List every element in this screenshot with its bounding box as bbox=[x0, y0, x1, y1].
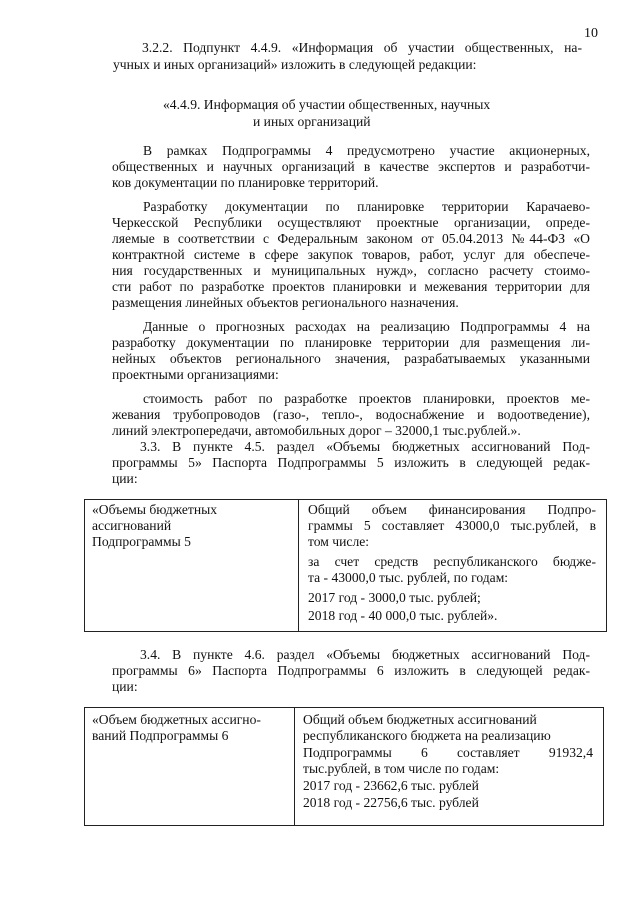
section-3-3-line: ции: bbox=[112, 471, 138, 486]
subsection-heading: «4.4.9. Информация об участии общественных, научных bbox=[163, 97, 491, 112]
paragraph-line: размещения линейных объектов регионального назначения. bbox=[112, 295, 459, 310]
section-3-2-2-line: учных и иных организаций» изложить в следующей редакции: bbox=[113, 57, 477, 72]
paragraph-line: нейных объектов регионального значения, разрабатываемых указанными bbox=[112, 351, 590, 366]
paragraph-line: жевания трубопроводов (газо-, тепло-, водоснабжение и водоотведение), bbox=[112, 407, 590, 422]
page-number: 10 bbox=[584, 26, 598, 41]
table-cell-line: ваний Подпрограммы 6 bbox=[92, 728, 229, 743]
budget-table-6 bbox=[84, 707, 604, 826]
section-3-3-line: 3.3. В пункте 4.5. раздел «Объемы бюджетных ассигнований Под- bbox=[140, 439, 590, 454]
section-3-4-line: программы 6» Паспорта Подпрограммы 6 изложить в следующей редак- bbox=[112, 663, 590, 678]
table-cell-line: тыс.рублей, в том числе по годам: bbox=[303, 761, 500, 776]
paragraph-line: проектными организациями: bbox=[112, 367, 279, 382]
section-3-3-line: программы 5» Паспорта Подпрограммы 5 изложить в следующей редак- bbox=[112, 455, 590, 470]
paragraph-line: сти работ по разработке проектов планировки и межевания территории для bbox=[112, 279, 590, 294]
table-cell-line: 2017 год - 23662,6 тыс. рублей bbox=[303, 778, 479, 793]
paragraph-line: линий электропередачи, автомобильных дорог – 32000,1 тыс.рублей.». bbox=[112, 423, 521, 438]
table-cell-line: том числе: bbox=[308, 534, 370, 549]
table-cell-line: та - 43000,0 тыс. рублей, по годам: bbox=[308, 570, 509, 585]
table-cell-line: республиканского бюджета на реализацию bbox=[303, 728, 551, 743]
paragraph-line: ляемые в соответствии с Федеральным законом от 05.04.2013 №44-ФЗ «О bbox=[112, 231, 590, 246]
table-cell-line: Общий объем бюджетных ассигнований bbox=[303, 712, 537, 727]
section-3-2-2-line: 3.2.2. Подпункт 4.4.9. «Информация об участии общественных, на- bbox=[142, 40, 582, 55]
table-cell-line: граммы 5 составляет 43000,0 тыс.рублей, в bbox=[308, 518, 596, 533]
paragraph-line: Данные о прогнозных расходах на реализацию Подпрограммы 4 на bbox=[143, 319, 590, 334]
paragraph-line: Разработку документации по планировке территории Карачаево- bbox=[143, 199, 590, 214]
table-cell-line: «Объемы бюджетных bbox=[92, 502, 218, 517]
subsection-heading: и иных организаций bbox=[253, 114, 371, 129]
table-cell-line: 2018 год - 40 000,0 тыс. рублей». bbox=[308, 608, 498, 623]
paragraph-line: контрактной системе в сфере закупок товаров, работ, услуг для обеспече- bbox=[112, 247, 590, 262]
table-cell-line: Подпрограммы 5 bbox=[92, 534, 191, 549]
table-cell-line: 2017 год - 3000,0 тыс. рублей; bbox=[308, 590, 481, 605]
table-cell-line: 2018 год - 22756,6 тыс. рублей bbox=[303, 795, 479, 810]
paragraph-line: общественных и научных организаций в качестве экспертов и разработчи- bbox=[112, 159, 590, 174]
paragraph-line: В рамках Подпрограммы 4 предусмотрено участие акционерных, bbox=[143, 143, 590, 158]
paragraph-line: разработку документации по планировке территории для размещения ли- bbox=[112, 335, 590, 350]
paragraph-line: стоимость работ по разработке проектов планировки, проектов ме- bbox=[143, 391, 590, 406]
paragraph-line: ния государственных и муниципальных нужд», согласно расчету стоимо- bbox=[112, 263, 590, 278]
table-cell-line: ассигнований bbox=[92, 518, 172, 533]
table-cell-line: «Объем бюджетных ассигно- bbox=[92, 712, 261, 727]
table-cell-line: Подпрограммы 6 составляет 91932,4 bbox=[303, 745, 593, 760]
table-cell-line: Общий объем финансирования Подпро- bbox=[308, 502, 596, 517]
paragraph-line: ков документации по планировке территорий. bbox=[112, 175, 379, 190]
budget-table-5 bbox=[84, 499, 607, 632]
section-3-4-line: 3.4. В пункте 4.6. раздел «Объемы бюджетных ассигнований Под- bbox=[140, 647, 590, 662]
paragraph-line: Черкесской Республики осуществляют проектные организации, опреде- bbox=[112, 215, 590, 230]
section-3-4-line: ции: bbox=[112, 679, 138, 694]
table-cell-line: за счет средств республиканского бюдже- bbox=[308, 554, 596, 569]
